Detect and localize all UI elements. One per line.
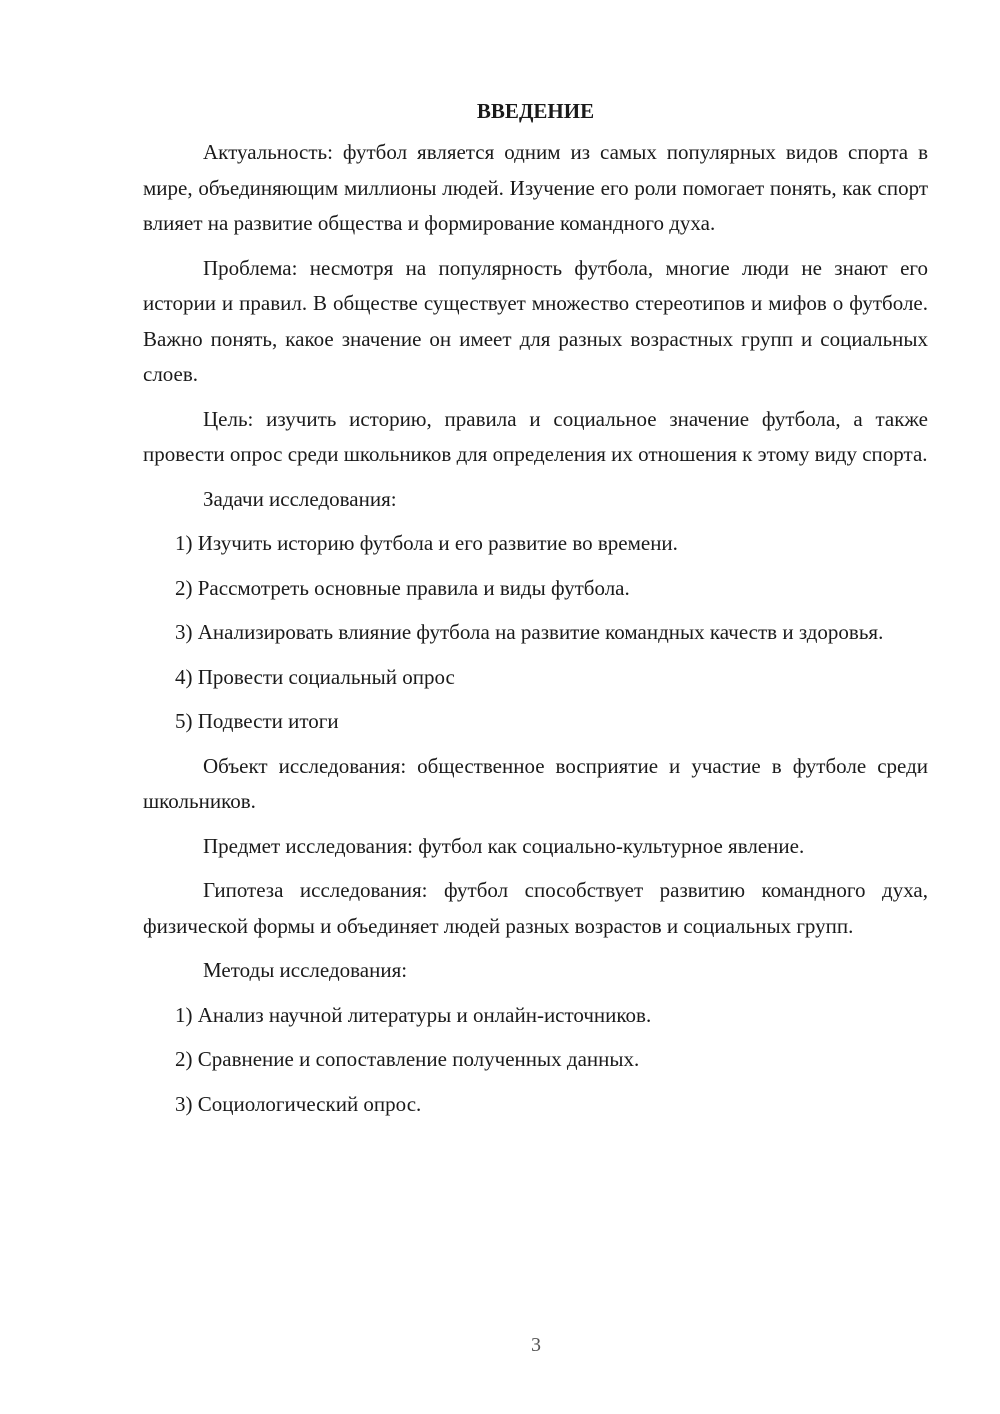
task-item: 2) Рассмотреть основные правила и виды футбола. <box>175 575 630 600</box>
method-item: 3) Социологический опрос. <box>175 1091 422 1116</box>
subject-paragraph: Предмет исследования: футбол как социально-культурное явление. <box>203 833 805 858</box>
task-item: 1) Изучить историю футбола и его развитие во времени. <box>175 531 678 555</box>
method-item: 1) Анализ научной литературы и онлайн-источников. <box>175 1002 652 1027</box>
task-item: 5) Подвести итоги <box>175 709 339 733</box>
relevance-paragraph: Актуальность: футбол является одним из самых популярных видов спорта в мире, объединяющим миллионы людей. Изучение его роли помогает понять, как спорт влияет на развитие общества и формирование командного духа. <box>143 140 928 235</box>
page-number: 3 <box>531 1334 541 1356</box>
task-item: 4) Провести социальный опрос <box>175 664 455 689</box>
document-page <box>143 96 928 1131</box>
task-item: 3) Анализировать влияние футбола на развитие командных качеств и здоровья. <box>175 620 884 644</box>
tasks-heading: Задачи исследования: <box>203 486 397 511</box>
goal-paragraph: Цель: изучить историю, правила и социальное значение футбола, а также провести опрос среди школьников для определения их отношения к этому виду спорта. <box>143 406 928 466</box>
section-title: ВВЕДЕНИЕ <box>476 99 595 123</box>
hypothesis-paragraph: Гипотеза исследования: футбол способствует развитию командного духа, физической формы и объединяет людей разных возрастов и социальных групп. <box>143 878 928 938</box>
object-paragraph: Объект исследования: общественное восприятие и участие в футболе среди школьников. <box>143 753 928 813</box>
methods-heading: Методы исследования: <box>203 958 408 982</box>
method-item: 2) Сравнение и сопоставление полученных данных. <box>175 1047 640 1071</box>
problem-paragraph: Проблема: несмотря на популярность футбола, многие люди не знают его истории и правил. В обществе существует множество стереотипов и мифов о футболе. Важно понять, какое значение он имеет для разных возрастных групп и социальных слоев. <box>143 255 928 386</box>
